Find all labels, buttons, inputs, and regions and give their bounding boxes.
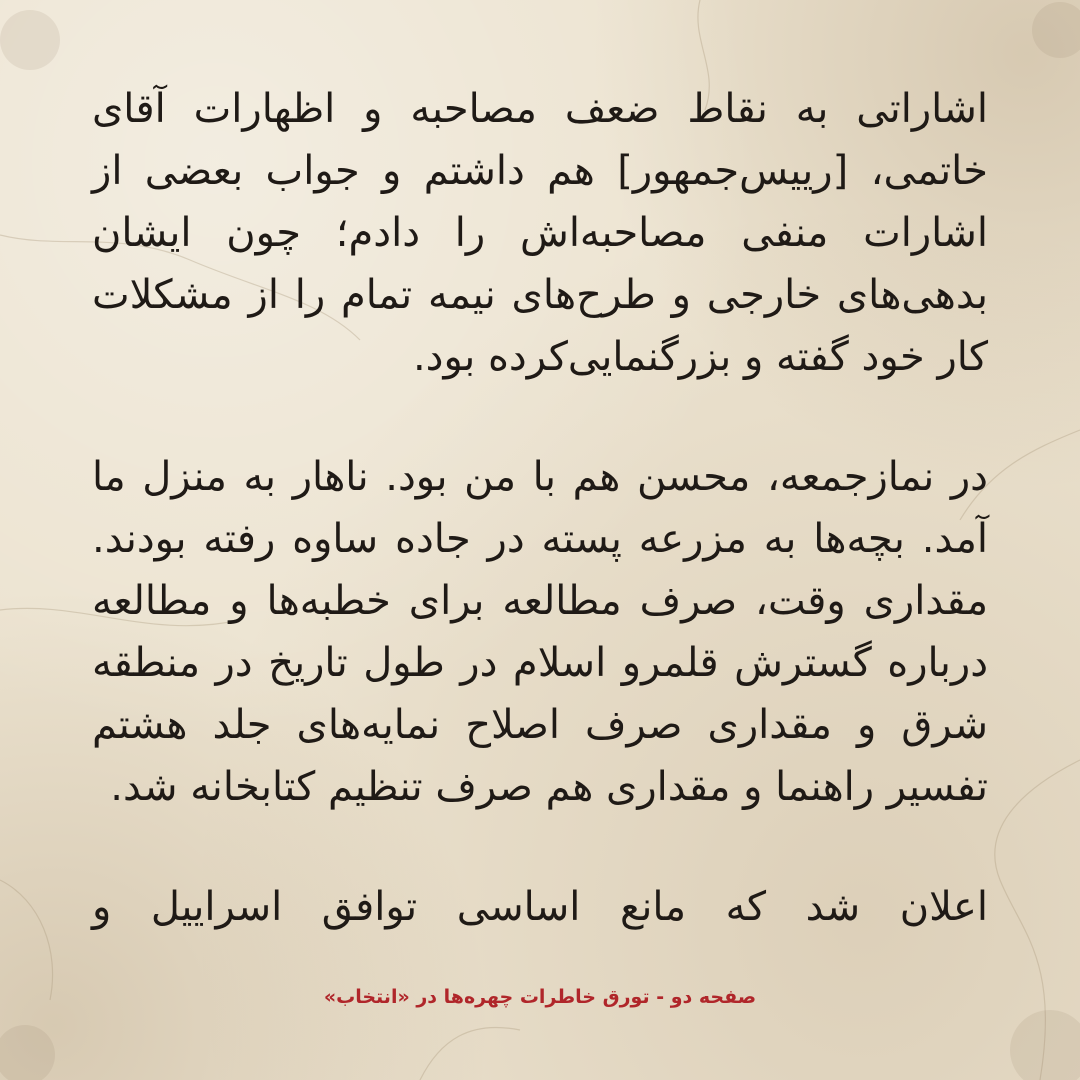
paragraph-3: اعلان شد که مانع اساسی توافق اسراییل و [92, 884, 988, 930]
page-body [92, 78, 988, 938]
page-footer: صفحه دو - تورق خاطرات چهره‌ها در «انتخاب» [323, 986, 757, 1008]
paragraph-2: در نمازجمعه، محسن هم با من بود. ناهار به منزل ما آمد. بچه‌ها به مزرعه پسته در جاده ساوه رفته بودند. مقداری وقت، صرف مطالعه برای خطبه‌ها و مطالعه درباره گسترش قلمرو اسلام در طول تاریخ در منطقه شرق و مقداری صرف اصلاح نمایه‌های جلد هشتم تفسیر راهنما و مقداری هم صرف تنظیم کتابخانه شد. [92, 454, 988, 810]
paragraph-1: اشاراتی به نقاط ضعف مصاحبه و اظهارات آقای خاتمی، [رییس‌جمهور] هم داشتم و جواب بعضی از اشارات منفی مصاحبه‌اش را دادم؛ چون ایشان بدهی‌های خارجی و طرح‌های نیمه تمام را از مشکلات کار خود گفته و بزرگنمایی‌کرده بود. [92, 86, 988, 380]
